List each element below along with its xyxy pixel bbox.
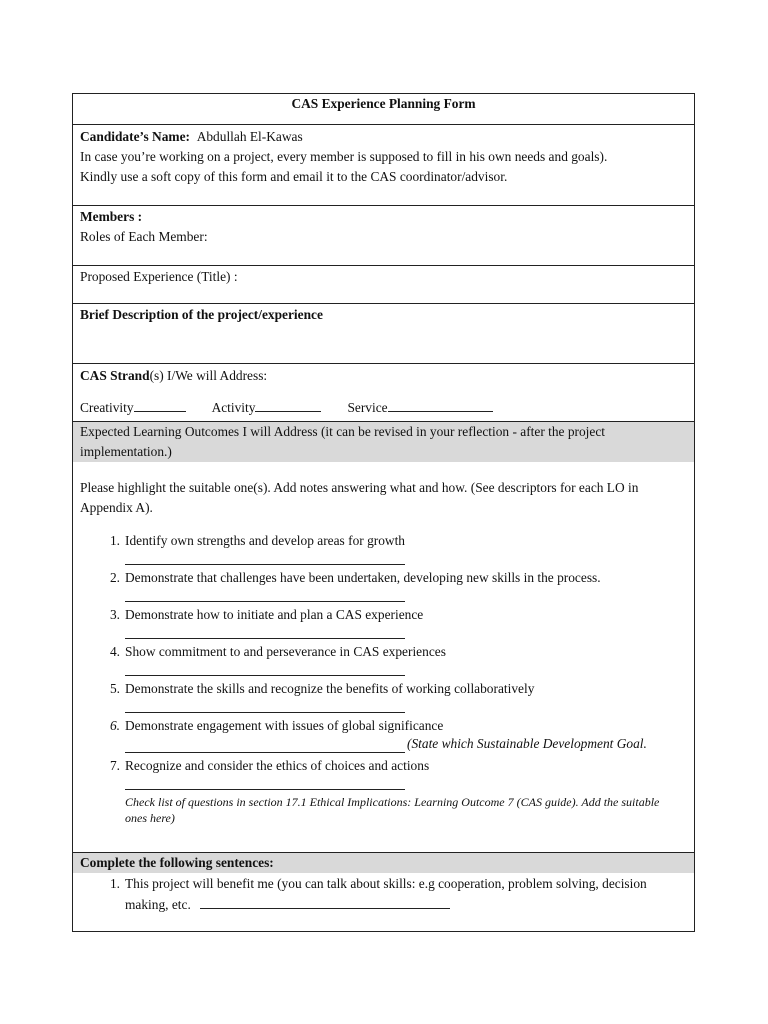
- outcome-6-blank[interactable]: [125, 738, 405, 753]
- outcomes-header: Expected Learning Outcomes I will Address (it can be revised in your reflection - after the project implementation.): [73, 422, 694, 462]
- roles-label[interactable]: Roles of Each Member:: [80, 229, 208, 244]
- learning-outcomes-section: [73, 422, 694, 853]
- candidate-section: [73, 125, 694, 206]
- cas-strands-section: [73, 364, 694, 422]
- sdg-note: (State which Sustainable Development Goal.: [407, 736, 647, 751]
- outcome-7-blank[interactable]: [125, 775, 405, 790]
- description-label[interactable]: Brief Description of the project/experience: [80, 307, 323, 322]
- candidate-name-label: Candidate’s Name:: [80, 129, 190, 144]
- sentences-header: Complete the following sentences:: [73, 853, 694, 873]
- proposed-experience-section: [73, 266, 694, 304]
- outcome-item-4[interactable]: 4. Show commitment to and perseverance in CAS experiences: [80, 643, 687, 676]
- outcomes-instruction: Please highlight the suitable one(s). Add notes answering what and how. (See descriptors for each LO in Appendix A).: [80, 480, 639, 515]
- candidate-name-value[interactable]: Abdullah El-Kawas: [196, 129, 303, 144]
- outcome-item-6[interactable]: 6. Demonstrate engagement with issues of global significance (State which Sustainable Development Goal.: [109, 718, 647, 751]
- sentence-item-1[interactable]: 1. This project will benefit me (you can talk about skills: e.g cooperation, problem solving, decision making, etc.: [109, 876, 647, 912]
- sentences-list: [73, 873, 694, 915]
- members-label: Members :: [80, 209, 143, 224]
- cas-strand-label-bold: CAS Strand: [80, 368, 150, 383]
- service-blank[interactable]: [388, 398, 493, 412]
- strand-creativity: Creativity: [80, 400, 134, 415]
- outcome-2-blank[interactable]: [125, 587, 405, 602]
- strand-service: Service: [347, 400, 388, 415]
- outcome-5-blank[interactable]: [125, 698, 405, 713]
- cas-strand-label-rest: (s) I/We will Address:: [149, 368, 268, 383]
- checklist-note: Check list of questions in section 17.1 Ethical Implications: Learning Outcome 7 (CAS guide). Add the suitable ones here): [125, 795, 660, 825]
- outcome-1-blank[interactable]: [125, 550, 405, 565]
- outcome-3-blank[interactable]: [125, 624, 405, 639]
- outcome-item-5[interactable]: 5. Demonstrate the skills and recognize the benefits of working collaboratively: [80, 680, 687, 713]
- form-title-row: [73, 94, 694, 125]
- candidate-note-1: In case you’re working on a project, every member is supposed to fill in his own needs and goals).: [80, 149, 608, 164]
- cas-planning-form: [72, 93, 695, 932]
- outcome-item-3[interactable]: 3. Demonstrate how to initiate and plan a CAS experience: [80, 606, 687, 639]
- strand-options: [80, 398, 687, 418]
- members-section: [73, 206, 694, 266]
- outcome-4-blank[interactable]: [125, 661, 405, 676]
- description-section: [73, 304, 694, 364]
- learning-outcomes-list: [80, 532, 687, 826]
- creativity-blank[interactable]: [134, 398, 186, 412]
- form-title: CAS Experience Planning Form: [291, 96, 476, 111]
- sentences-section: [73, 853, 694, 931]
- outcome-item-7[interactable]: 7. Recognize and consider the ethics of choices and actions Check list of questions in section 17.1 Ethical Implications: Learning Outcome 7 (CAS guide). Add the suitable ones here): [80, 757, 687, 826]
- outcome-item-2[interactable]: 2. Demonstrate that challenges have been undertaken, developing new skills in the process.: [80, 569, 687, 602]
- candidate-note-2: Kindly use a soft copy of this form and email it to the CAS coordinator/advisor.: [80, 169, 508, 184]
- sentence-1-blank[interactable]: [200, 895, 450, 909]
- proposed-experience-label[interactable]: Proposed Experience (Title) :: [80, 269, 238, 284]
- strand-activity: Activity: [211, 400, 256, 415]
- activity-blank[interactable]: [255, 398, 321, 412]
- outcome-item-1[interactable]: 1. Identify own strengths and develop areas for growth: [80, 532, 687, 565]
